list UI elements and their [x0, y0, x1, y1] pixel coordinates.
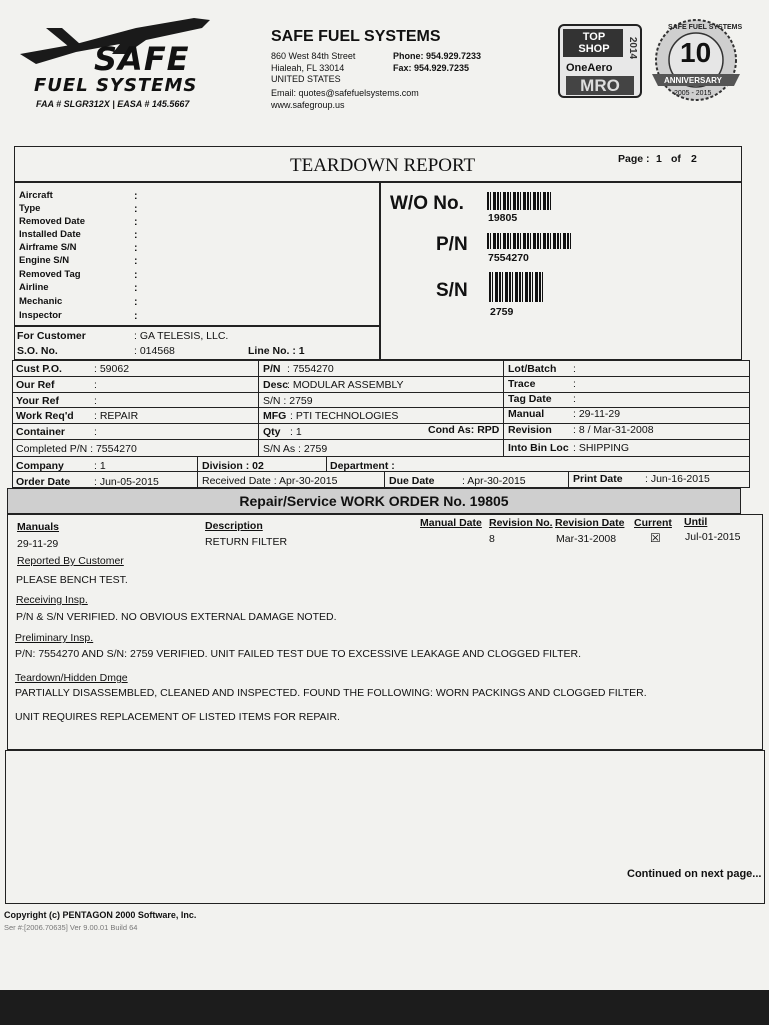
lot-batch-value: :: [573, 363, 576, 375]
field-label-mechanic: Mechanic: [19, 296, 63, 307]
logo-word-fuel-systems: FUEL SYSTEMS: [34, 75, 198, 96]
wo-label: W/O No.: [390, 193, 464, 214]
badge-oneaero: OneAero: [566, 62, 613, 74]
work-req-label: Work Req'd: [16, 410, 74, 422]
company-logo: [14, 14, 234, 109]
serial-version: Ser #:[2006.70635] Ver 9.00.01 Build 64: [4, 923, 138, 932]
col-description: Description: [205, 520, 263, 532]
seal-anniversary: ANNIVERSARY: [664, 76, 722, 85]
desc-label: Desc: [263, 379, 289, 391]
lot-batch-label: Lot/Batch: [508, 363, 557, 375]
our-ref-value: :: [94, 379, 97, 391]
company-label: Company: [16, 460, 64, 472]
sn-label: S/N: [436, 280, 468, 301]
top-shop-badge: [558, 24, 642, 98]
section-line-receiving: P/N & S/N VERIFIED. NO OBVIOUS EXTERNAL DAMAGE NOTED.: [16, 611, 337, 623]
field-label-removed-tag: Removed Tag: [19, 269, 81, 280]
field-label-removed-date: Removed Date: [19, 216, 85, 227]
logo-word-safe: SAFE: [94, 40, 190, 78]
due-date-label: Due Date: [389, 475, 435, 487]
container-label: Container: [16, 426, 66, 438]
col-current: Current: [634, 517, 672, 529]
cert-numbers: FAA # SLGR312X | EASA # 145.5667: [36, 99, 190, 109]
your-ref-value: :: [94, 395, 97, 407]
website: www.safegroup.us: [271, 100, 345, 110]
continuation-box: [5, 750, 765, 904]
revision-label: Revision: [508, 424, 552, 436]
manual-value: : 29-11-29: [573, 408, 621, 420]
page-label: Page :: [618, 153, 650, 165]
section-heading-preliminary: Preliminary Insp.: [15, 632, 94, 644]
cond-as: Cond As: RPD: [428, 424, 500, 436]
address-line-2: Hialeah, FL 33014: [271, 63, 345, 73]
due-date-value: : Apr-30-2015: [462, 475, 526, 487]
pn-value: 7554270: [488, 252, 529, 264]
field-label-aircraft: Aircraft: [19, 190, 53, 201]
trace-label: Trace: [508, 378, 536, 390]
field-label-airline: Airline: [19, 282, 49, 293]
tag-date-value: :: [573, 393, 576, 405]
field-colon: :: [134, 190, 138, 202]
row-until: Jul-01-2015: [685, 531, 741, 543]
pn-mid-value: : 7554270: [287, 363, 334, 375]
pn-barcode: [487, 233, 573, 249]
col-revision-date: Revision Date: [555, 517, 625, 529]
wo-value: 19805: [488, 212, 518, 224]
print-date-value: : Jun-16-2015: [645, 473, 710, 485]
sn-mid: S/N : 2759: [263, 395, 313, 407]
order-date-value: : Jun-05-2015: [94, 476, 159, 488]
field-colon: :: [134, 229, 138, 241]
section-heading-teardown: Teardown/Hidden Dmge: [15, 672, 128, 684]
address-line-3: UNITED STATES: [271, 74, 341, 84]
qty-value: : 1: [290, 426, 302, 438]
section-line-teardown-1: PARTIALLY DISASSEMBLED, CLEANED AND INSPECTED. FOUND THE FOLLOWING: WORN PACKINGS AND CLOGGED FILTER.: [15, 687, 647, 699]
order-date-label: Order Date: [16, 476, 71, 488]
row-description: RETURN FILTER: [205, 536, 288, 548]
field-colon: :: [134, 310, 138, 322]
company-name: SAFE FUEL SYSTEMS: [271, 28, 441, 45]
trace-value: :: [573, 378, 576, 390]
sn-value: 2759: [490, 306, 514, 318]
work-req-value: : REPAIR: [94, 410, 139, 422]
field-colon: :: [134, 255, 138, 267]
col-manual-date: Manual Date: [420, 517, 482, 529]
badge-year: 2014: [627, 36, 639, 60]
work-order-banner: Repair/Service WORK ORDER No. 19805: [7, 488, 741, 514]
email-address: Email: quotes@safefuelsystems.com: [271, 88, 419, 98]
section-line-preliminary: P/N: 7554270 AND S/N: 2759 VERIFIED. UNIT FAILED TEST DUE TO EXCESSIVE LEAKAGE AND CLOGGED FILTER.: [15, 648, 582, 660]
field-label-type: Type: [19, 203, 41, 214]
for-customer-label: For Customer: [17, 330, 86, 342]
so-label: S.O. No.: [17, 345, 58, 357]
received-date: Received Date : Apr-30-2015: [202, 475, 338, 487]
row-revision-date: Mar-31-2008: [556, 533, 617, 545]
field-label-installed-date: Installed Date: [19, 229, 81, 240]
cust-po-value: : 59062: [94, 363, 130, 375]
pn-mid-label: P/N: [263, 363, 281, 375]
for-customer-value: : GA TELESIS, LLC.: [134, 330, 229, 342]
copyright: Copyright (c) PENTAGON 2000 Software, Inc.: [4, 910, 197, 920]
col-manuals: Manuals: [17, 521, 60, 533]
background-surface: [0, 990, 769, 1025]
row-current-checkbox: ☒: [650, 531, 661, 545]
line-no: Line No. : 1: [248, 345, 305, 357]
address-line-1: 860 West 84th Street: [271, 51, 356, 61]
anniversary-seal: [648, 16, 744, 104]
seal-number: 10: [680, 37, 712, 68]
badge-top-shop: TOP SHOP: [578, 31, 610, 55]
company-value: : 1: [94, 460, 106, 472]
manual-label: Manual: [508, 408, 545, 420]
field-label-inspector: Inspector: [19, 310, 62, 321]
section-heading-reported: Reported By Customer: [17, 555, 124, 567]
into-bin-value: : SHIPPING: [573, 442, 630, 454]
page-total: 2: [691, 153, 697, 165]
field-colon: :: [134, 296, 138, 308]
revision-value: : 8 / Mar-31-2008: [573, 424, 654, 436]
seal-ring-text: SAFE FUEL SYSTEMS: [668, 24, 743, 31]
page-of: of: [671, 153, 681, 165]
report-title: TEARDOWN REPORT: [290, 155, 476, 176]
fax-number: Fax: 954.929.7235: [393, 63, 470, 73]
sn-barcode: [489, 272, 545, 302]
col-until: Until: [684, 516, 708, 528]
aircraft-fields-box: [14, 182, 380, 326]
row-manual: 29-11-29: [17, 538, 59, 550]
so-value: : 014568: [134, 345, 175, 357]
division: Division : 02: [202, 460, 264, 472]
mfg-label: MFG: [263, 410, 287, 422]
section-heading-receiving: Receiving Insp.: [16, 594, 88, 606]
into-bin-label: Into Bin Loc: [508, 442, 569, 454]
badge-mro: MRO: [580, 76, 620, 95]
field-label-airframe-sn: Airframe S/N: [19, 242, 77, 253]
field-colon: :: [134, 242, 138, 254]
section-line-teardown-2: UNIT REQUIRES REPLACEMENT OF LISTED ITEMS FOR REPAIR.: [15, 711, 340, 723]
row-revision-no: 8: [489, 533, 495, 545]
print-date-label: Print Date: [573, 473, 623, 485]
pn-label: P/N: [436, 234, 468, 255]
field-colon: :: [134, 216, 138, 228]
tag-date-label: Tag Date: [508, 393, 552, 405]
field-colon: :: [134, 203, 138, 215]
section-line-reported: PLEASE BENCH TEST.: [16, 574, 128, 586]
phone-number: Phone: 954.929.7233: [393, 51, 482, 61]
mfg-value: : PTI TECHNOLOGIES: [290, 410, 399, 422]
field-colon: :: [134, 269, 138, 281]
container-value: :: [94, 426, 97, 438]
col-revision-no: Revision No.: [489, 517, 553, 529]
page-current: 1: [656, 153, 662, 165]
wo-barcode: [487, 192, 553, 210]
cust-po-label: Cust P.O.: [16, 363, 62, 375]
continued-note: Continued on next page...: [627, 868, 762, 880]
seal-years: 2005 - 2015: [674, 90, 712, 97]
field-colon: :: [134, 282, 138, 294]
our-ref-label: Our Ref: [16, 379, 55, 391]
sn-as: S/N As : 2759: [263, 443, 328, 455]
your-ref-label: Your Ref: [16, 395, 59, 407]
completed-pn: Completed P/N : 7554270: [16, 443, 137, 455]
department: Department :: [330, 460, 395, 472]
field-label-engine-sn: Engine S/N: [19, 255, 70, 266]
desc-value: : MODULAR ASSEMBLY: [287, 379, 404, 391]
qty-label: Qty: [263, 426, 281, 438]
